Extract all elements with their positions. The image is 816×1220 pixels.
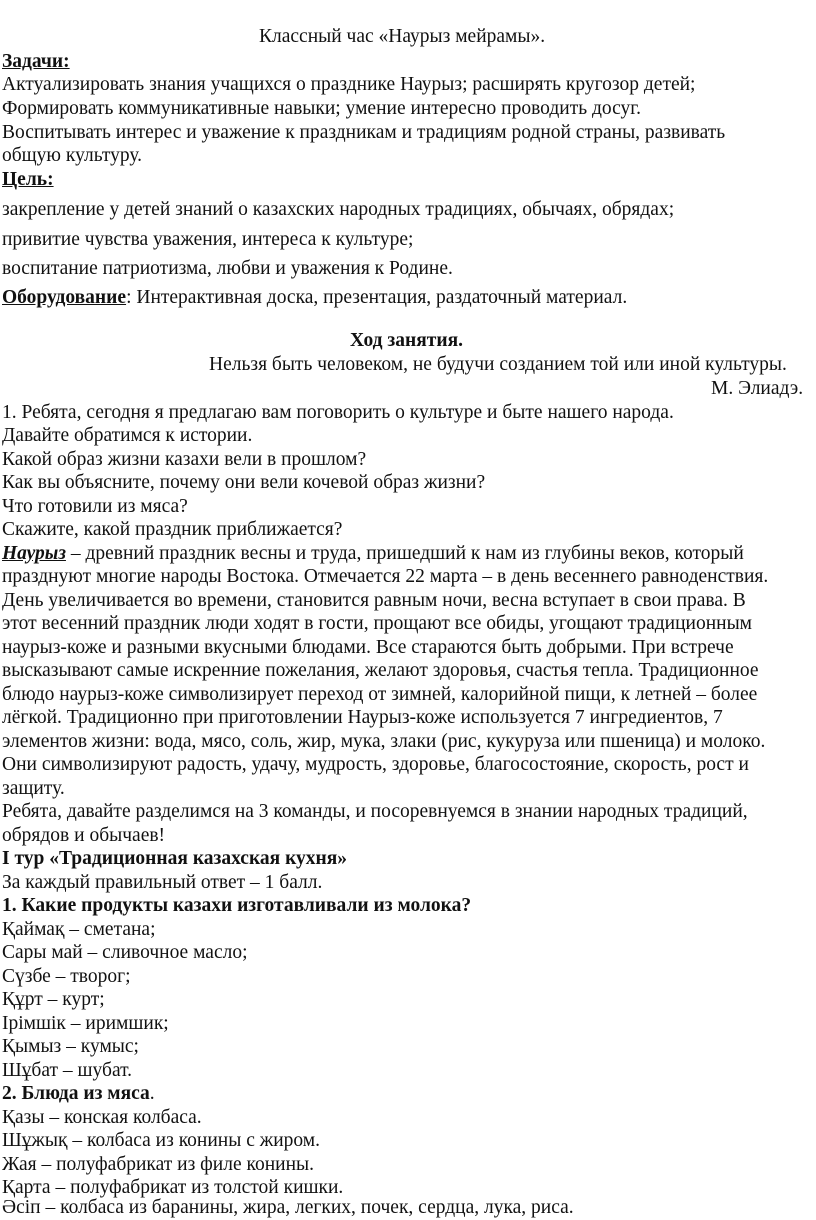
question-2-line: [2, 1082, 155, 1106]
nauryz-line: этот весенний праздник люди ходят в гости, прощают все обиды, угощают традиционным: [2, 613, 753, 634]
tasks-line: Формировать коммуникативные навыки; умение интересно проводить досуг.: [2, 98, 641, 119]
equipment-line: [2, 286, 627, 310]
intro-line: 1. Ребята, сегодня я предлагаю вам поговорить о культуре и быте нашего народа.: [2, 402, 674, 423]
dairy-item: Ірімшік – иримшик;: [2, 1013, 169, 1034]
teams-line: Ребята, давайте разделимся на 3 команды, и посоревнуемся в знании народных традиций,: [2, 801, 748, 822]
intro-line: Что готовили из мяса?: [2, 496, 188, 517]
question-2: 2. Блюда из мяса: [2, 1083, 150, 1104]
intro-line: Как вы объясните, почему они вели кочевой образ жизни?: [2, 472, 486, 493]
intro-line: Какой образ жизни казахи вели в прошлом?: [2, 449, 367, 470]
dairy-item: Шұбат – шубат.: [2, 1060, 133, 1081]
nauryz-line: празднуют многие народы Востока. Отмечается 22 марта – в день весеннего равноденствия.: [2, 566, 769, 587]
goal-heading: Цель:: [2, 169, 54, 190]
tasks-heading: Задачи:: [2, 51, 70, 72]
meat-item: Қазы – конская колбаса.: [2, 1107, 202, 1128]
meat-item: Шұжық – колбаса из конины с жиром.: [2, 1130, 320, 1151]
nauryz-line: лёгкой. Традиционно при приготовлении Наурыз-коже используется 7 ингредиентов, 7: [2, 707, 723, 728]
nauryz-line: Они символизируют радость, удачу, мудрость, здоровье, благосостояние, скорость, рост и: [2, 754, 749, 775]
tasks-line: Актуализировать знания учащихся о празднике Наурыз; расширять кругозор детей;: [2, 74, 696, 95]
nauryz-line: защиту.: [2, 778, 65, 799]
meat-item: Жая – полуфабрикат из филе конины.: [2, 1154, 315, 1175]
meat-item: Әсіп – колбаса из баранины, жира, легких, почек, сердца, лука, риса.: [2, 1197, 574, 1218]
dairy-item: Қаймақ – сметана;: [2, 919, 156, 940]
goal-line: воспитание патриотизма, любви и уважения к Родине.: [2, 258, 453, 279]
intro-line: Давайте обратимся к истории.: [2, 425, 253, 446]
nauryz-line: высказывают самые искренние пожелания, желают здоровья, счастья тепла. Традиционное: [2, 660, 759, 681]
nauryz-first-line: – древний праздник весны и труда, пришедший к нам из глубины веков, который: [65, 543, 744, 564]
nauryz-term: Наурыз: [2, 543, 66, 564]
dairy-item: Сүзбе – творог;: [2, 966, 131, 987]
equipment-text: : Интерактивная доска, презентация, раздаточный материал.: [126, 287, 628, 308]
lesson-heading: Ход занятия.: [350, 330, 464, 351]
tasks-line: Воспитывать интерес и уважение к праздникам и традициям родной страны, развивать: [2, 122, 726, 143]
dairy-item: Құрт – курт;: [2, 989, 105, 1010]
nauryz-paragraph-start: [2, 542, 744, 566]
nauryz-line: блюдо наурыз-коже символизирует переход от зимней, калорийной пищи, к летней – более: [2, 684, 758, 705]
nauryz-line: наурыз-коже и разными вкусными блюдами. Все стараются быть добрыми. При встрече: [2, 637, 734, 658]
meat-item: Қарта – полуфабрикат из толстой кишки.: [2, 1177, 344, 1198]
epigraph: Нельзя быть человеком, не будучи созданием той или иной культуры.: [209, 354, 787, 375]
round1-score: За каждый правильный ответ – 1 балл.: [2, 872, 323, 893]
round1-heading: I тур «Традиционная казахская кухня»: [2, 848, 348, 869]
question-1: 1. Какие продукты казахи изготавливали из молока?: [2, 895, 472, 916]
dairy-item: Қымыз – кумыс;: [2, 1036, 139, 1057]
nauryz-line: элементов жизни: вода, мясо, соль, жир, мука, злаки (рис, кукуруза или пшеница) и молоко.: [2, 731, 766, 752]
epigraph-author: М. Элиадэ.: [711, 378, 804, 399]
equipment-label: Оборудование: [2, 287, 127, 308]
teams-line: обрядов и обычаев!: [2, 825, 166, 846]
goal-line: привитие чувства уважения, интереса к культуре;: [2, 229, 414, 250]
nauryz-line: День увеличивается во времени, становится равным ночи, весна вступает в свои права. В: [2, 590, 746, 611]
goal-line: закрепление у детей знаний о казахских народных традициях, обычаях, обрядах;: [2, 199, 675, 220]
tasks-line: общую культуру.: [2, 145, 143, 166]
page-title: Классный час «Наурыз мейрамы».: [259, 26, 546, 47]
question-2-dot: .: [149, 1083, 155, 1104]
dairy-item: Сары май – сливочное масло;: [2, 942, 248, 963]
intro-line: Скажите, какой праздник приближается?: [2, 519, 343, 540]
